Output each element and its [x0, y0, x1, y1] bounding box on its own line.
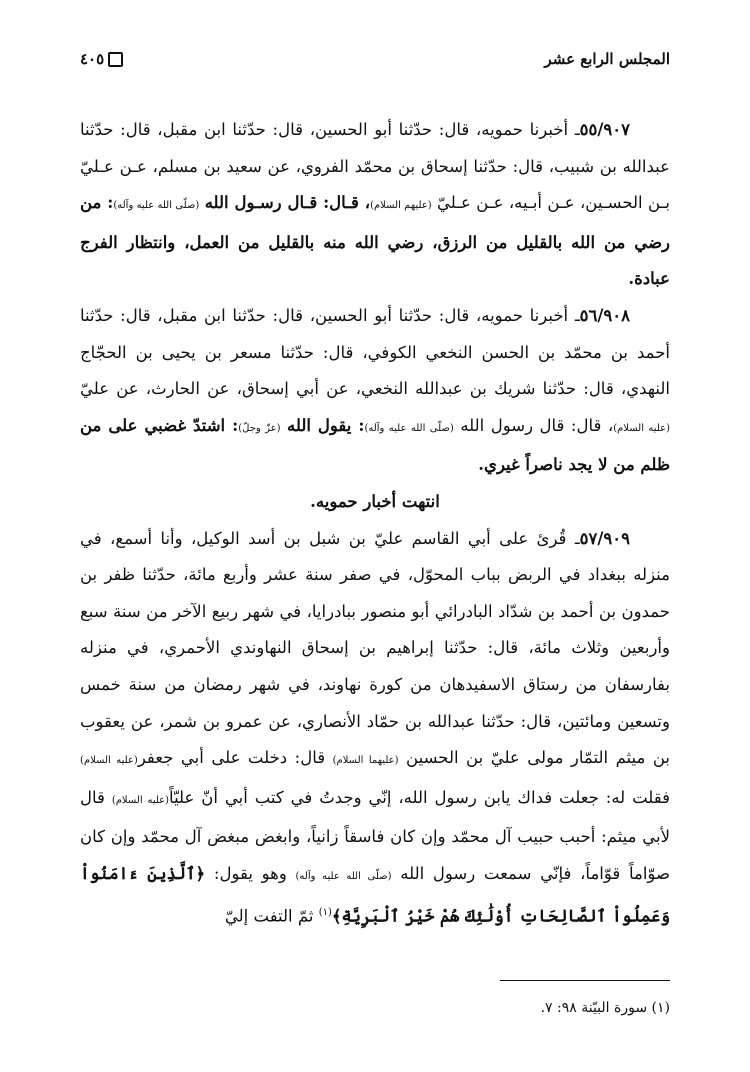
hadith-text: : يقول الله	[287, 415, 365, 435]
honorific: (صلّى الله عليه وآله)	[113, 200, 200, 212]
honorific: (صلّى الله عليه وآله)	[364, 422, 454, 434]
hadith-number: ٥٧/٩٠٩	[579, 528, 630, 548]
hadith-number: ٥٦/٩٠٨	[579, 305, 630, 325]
hadith-number: ٥٥/٩٠٧	[579, 120, 630, 139]
hadith-text: ـ قُرئ على أبي القاسم عليّ بن شبل بن أسد الوكيل، وأنا أسمع، في منزله ببغداد في الربض بباب المحوّل، في صفر سنة عشر وأربع مائة، حدّثنا ظفر بن حمدون بن أحمد بن شدّاد البادرائي أبو منصور ببادرايا، في شهر ربيع الآخر من سنة سبع وأربعين وثلاث مائة، قال: حدّثنا إبراهيم بن إسحاق النهاوندي الأحمري، في منزله بفارسفان من رستاق الاسفيدهان من كورة نهاوند، في شهر رمضان من سنة خمس وتسعين ومائتين، قال: حدّثنا عبدالله بن حمّاد الأنصاري، عن عمرو بن شمر، عن يعقوب بن ميثم التمّار مولى عليّ بن الحسين	[80, 528, 671, 768]
honorific: (عليه السلام)	[111, 794, 170, 806]
hadith-text: قال لأبي ميثم: أحبب حبيب آل محمّد وإن كان فاسقاً زانياً، وابغض مبغض آل محمّد وإن كان صوّاماً قوّاماً، فإنّي سمعت رسول الله	[80, 787, 670, 883]
page-header	[80, 44, 670, 74]
hadith-text: ، قـال: قـال رسـول الله	[204, 193, 371, 213]
hadith-saying: : اشتدّ غضبي على من ظلم من لا يجد ناصراً غيري.	[80, 415, 670, 475]
hadith-text: قال: دخلت على أبي جعفر	[137, 748, 333, 768]
main-text	[80, 112, 670, 936]
footnote: (١) سورة البيّنة ٩٨: ٧.	[540, 1000, 670, 1016]
hadith-paragraph-57	[80, 521, 670, 936]
honorific: (عليهم السلام)	[370, 200, 432, 212]
hadith-paragraph-55	[80, 112, 670, 298]
hadith-text: وهو يقول:	[205, 863, 296, 883]
box-icon	[108, 52, 123, 67]
hadith-text: ثمّ التفت إليّ	[224, 906, 319, 926]
honorific: (عليه السلام)	[80, 755, 138, 767]
hadith-text: ـ أخبرنا حمويه، قال: حدّثنا أبو الحسين، قال: حدّثنا ابن مقبل، قال: حدّثنا عبدالله بن شبيب، قال: حدّثنا إسحاق بن محمّد الفروي، عن سعيد بن مسلم، عـن عـليّ بـن الحسـين، عـن أبـيه، عـن عـليّ	[80, 120, 670, 213]
hadith-text: ـ أخبرنا حمويه، قال: حدّثنا أبو الحسين، قال: حدّثنا ابن مقبل، قال: حدّثنا أحمد بن محمّد بن الحسن النخعي الكوفي، قال: حدّثنا مسعر بن يحيى بن الحجّاج النهدي، قال: حدّثنا شريك بن عبدالله النخعي، عن أبي إسحاق، عن الحارث، عن عليّ	[80, 305, 670, 399]
hadith-paragraph-56	[80, 298, 670, 484]
honorific: (عزّ وجلّ)	[238, 422, 281, 434]
page-number	[80, 50, 123, 68]
footnote-divider	[500, 980, 670, 981]
page-number-text: ٤٠٥	[80, 50, 105, 68]
honorific: (صلّى الله عليه وآله)	[295, 870, 392, 882]
hadith-text: فقلت له: جعلت فداك يابن رسول الله، إنّي وجدتُ في كتب أبي أنّ عليّاً	[169, 787, 671, 807]
quran-verse: ﴿ٱلَّذِينَ ءَامَنُواْ وَعَمِلُواْ ٱلصَّالِحَاتِ أُوْلَٰئِكَ هُمْ خَيْرُ ٱلْبَرِيَّةِ﴾	[80, 863, 670, 926]
section-end-heading: انتهت أخبار حمويه.	[310, 491, 440, 511]
hadith-saying: : من رضي من الله بالقليل من الرزق، رضي الله منه بالقليل من العمل، وانتظار الفرج عبادة.	[80, 193, 670, 289]
hadith-text: ، قال: قال رسول الله	[460, 415, 614, 435]
footnote-reference[interactable]: (١)	[318, 907, 332, 919]
chapter-title: المجلس الرابع عشر	[544, 50, 670, 68]
honorific: (عليه السلام)	[613, 422, 670, 434]
honorific: (عليهما السلام)	[332, 755, 399, 767]
